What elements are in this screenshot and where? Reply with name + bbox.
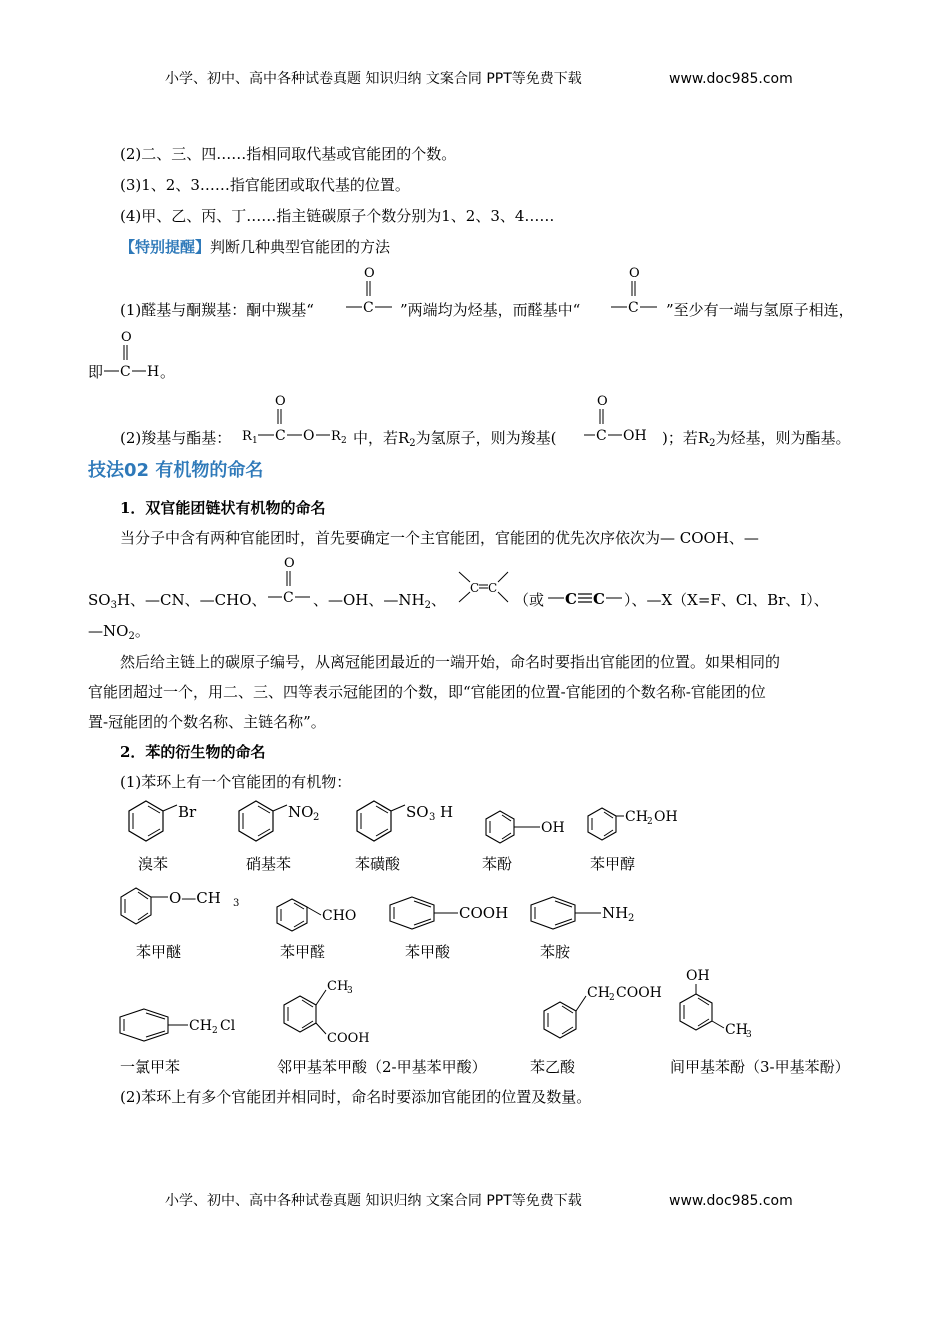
svg-text:3: 3 [347,986,353,996]
section-title: 技法02 有机物的命名 [88,460,264,481]
svg-text:R: R [242,429,252,444]
svg-text:3: 3 [429,812,436,823]
svg-text:2: 2 [609,993,615,1003]
svg-text:CH: CH [587,985,610,1001]
aldehyde-part-b: ”两端均为烃基，而醛基中“ [400,301,581,319]
s2-p2: (2)苯环上有多个官能团并相同时，命名时要添加官能团的位置及数量。 [120,1088,592,1106]
nitrobenzene-structure [235,798,335,848]
s1-p5: 官能团超过一个，用二、三、四等表示冠能团的个数，即“官能团的位置-官能团的个数名称-官能团的位 [88,683,766,701]
carbonyl-o: O [364,266,375,281]
tip-line [120,237,390,257]
name-nitrobenzene: 硝基苯 [246,855,292,873]
s1-p2-start: $SO_3H$、—CN、—CHO、 [88,591,267,611]
svg-text:2: 2 [313,812,320,823]
svg-text:Br: Br [178,803,197,821]
svg-text:COOH: COOH [616,985,662,1001]
s2-heading: 2．苯的衍生物的命名 [120,743,266,761]
s1-p3: $—NO_2$。 [88,622,150,642]
svg-text:CH: CH [625,809,648,825]
svg-text:CH: CH [189,1018,212,1034]
svg-text:CH: CH [725,1022,748,1038]
svg-text:OH: OH [686,968,710,984]
benzyl-chloride-structure [116,1006,256,1046]
alkyne-structure [546,586,626,610]
name-benzoic-acid: 苯甲酸 [405,943,451,961]
svg-text:CHO: CHO [322,908,357,924]
svg-text:R: R [331,429,341,444]
svg-text:O: O [597,394,608,409]
name-anisole: 苯甲醚 [136,943,182,961]
name-aniline: 苯胺 [540,943,571,961]
svg-text:C: C [593,590,605,608]
svg-text:1: 1 [252,436,258,446]
name-m-cresol: 间甲基苯酚（3-甲基苯酚） [670,1058,850,1076]
benzaldehyde-structure [272,896,382,936]
aldehyde-part-a: (1)醛基与酮羰基：酮中羰基“ [120,301,314,319]
intro-p3: (3)1、2、3……指官能团或取代基的位置。 [120,176,410,194]
footer-slogan: 小学、初中、高中各种试卷真题 知识归纳 文案合同 PPT等免费下载 [165,1193,582,1209]
benzoic-acid-structure [386,894,516,934]
svg-text:3: 3 [233,898,240,909]
header-slogan: 小学、初中、高中各种试卷真题 知识归纳 文案合同 PPT等免费下载 [165,71,582,87]
intro-p4: (4)甲、乙、丙、丁……指主链碳原子个数分别为1、2、3、4…… [120,207,555,225]
name-benzaldehyde: 苯甲醛 [280,943,326,961]
svg-text:OH: OH [654,809,678,825]
svg-text:2: 2 [628,913,635,924]
aldehyde-part-c: ”至少有一端与氢原子相连， [666,301,854,319]
svg-text:NO: NO [288,803,314,821]
svg-text:O: O [121,330,132,345]
name-benzenesulfonic-acid: 苯磺酸 [355,855,401,873]
s1-p2-end: ）、—X（X=F、Cl、Br、I）、 [624,591,829,609]
name-o-toluic-acid: 邻甲基苯甲酸（2-甲基苯甲酸） [277,1058,487,1076]
svg-text:CH: CH [327,979,349,994]
carbonyl-structure-1 [342,262,402,322]
svg-text:OH: OH [541,820,565,836]
svg-text:2: 2 [341,436,347,446]
o-toluic-acid-structure [280,974,390,1050]
s1-p2-or: （或 [514,591,545,609]
svg-text:COOH: COOH [459,904,509,922]
svg-text:C: C [565,590,577,608]
svg-text:C: C [596,428,607,444]
name-phenol: 苯酚 [482,855,513,873]
anisole-structure [116,882,246,932]
name-benzyl-chloride: 一氯甲苯 [120,1058,181,1076]
header-site: www.doc985.com [669,71,793,87]
svg-text:O: O [629,266,640,281]
intro-p2: (2)二、三、四……指相同取代基或官能团的个数。 [120,145,457,163]
phenol-structure [482,808,572,848]
svg-text:3: 3 [746,1030,752,1040]
svg-text:COOH: COOH [327,1031,370,1046]
s1-heading: 1．双官能团链状有机物的命名 [120,499,326,517]
svg-text:H: H [147,364,160,380]
tip-label: 【特别提醒】 [120,238,211,256]
alkene-structure [456,568,512,608]
phenylacetic-acid-structure [540,978,680,1048]
svg-text:O: O [284,556,295,571]
benzyl-alcohol-structure [584,800,694,845]
s1-p6: 置-冠能团的个数名称、主链名称”。 [88,713,326,731]
svg-text:2: 2 [647,817,653,827]
tip-text: 判断几种典型官能团的方法 [210,238,391,256]
svg-text:C: C [275,428,286,444]
name-benzyl-alcohol: 苯甲醇 [590,855,636,873]
svg-text:NH: NH [602,904,629,922]
s2-p1: (1)苯环上有一个官能团的有机物： [120,773,352,791]
svg-text:C: C [470,581,480,595]
svg-text:C: C [628,300,639,316]
aldehyde-part-e: 。 [160,363,176,381]
s1-p1: 当分子中含有两种官能团时，首先要确定一个主官能团，官能团的优先次序依次为— COOH、— [120,529,759,547]
svg-text:H: H [440,803,454,821]
svg-text:O—CH: O—CH [169,889,221,907]
svg-text:Cl: Cl [220,1018,236,1034]
svg-text:C: C [283,590,294,606]
bromobenzene-structure [125,798,215,848]
name-bromobenzene: 溴苯 [138,855,169,873]
aldehyde-part-d: 即 [88,363,104,381]
svg-text:2: 2 [212,1026,218,1036]
m-cresol-structure [674,964,774,1050]
carbonyl-c: C [363,300,374,316]
svg-text:SO: SO [406,803,429,821]
svg-text:C: C [488,581,498,595]
benzenesulfonic-structure [353,798,463,848]
ester-structure [240,390,355,450]
carboxyl-part-b: 中，若$R_2$为氢原子，则为羧基( [353,429,557,449]
s1-p2-mid: 、—OH、$—NH_2$、 [313,591,446,611]
s1-p4: 然后给主链上的碳原子编号，从离冠能团最近的一端开始，命名时要指出官能团的位置。如果相同的 [120,653,781,671]
aniline-structure [527,894,647,934]
carbonyl-structure-2 [607,262,667,322]
carboxyl-structure [584,390,664,450]
svg-text:C: C [120,364,131,380]
svg-text:OH: OH [623,428,647,444]
svg-text:O: O [303,428,315,444]
carboxyl-part-d: )；若$R_2$为烃基，则为酯基。 [662,429,851,449]
svg-text:O: O [275,394,286,409]
name-phenylacetic-acid: 苯乙酸 [530,1058,576,1076]
footer-site: www.doc985.com [669,1193,793,1209]
carboxyl-part-a: (2)羧基与酯基： [120,429,232,447]
